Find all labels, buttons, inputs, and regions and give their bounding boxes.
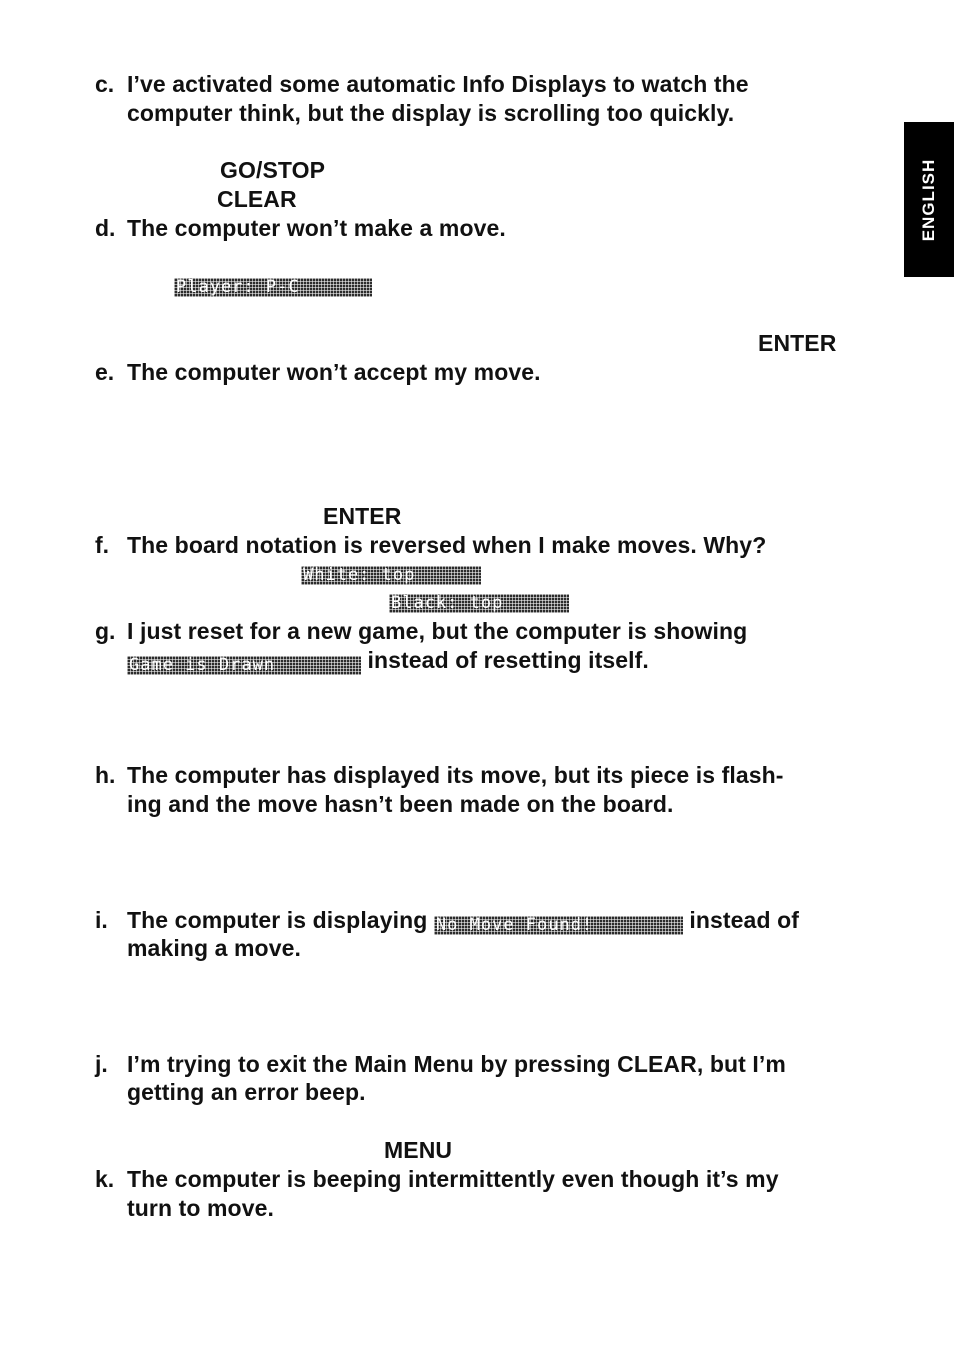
key-menu: MENU <box>384 1137 453 1163</box>
item-letter-d: d. <box>95 215 116 241</box>
item-letter-h: h. <box>95 762 116 788</box>
item-letter-k: k. <box>95 1166 115 1192</box>
item-i-line-1-suffix: instead of <box>682 907 799 933</box>
language-tab-label: ENGLISH <box>919 158 938 241</box>
item-i-line-2: making a move. <box>127 935 301 961</box>
lcd-no-move-found: No Move Found! <box>434 916 683 935</box>
item-i-line-1 <box>127 906 799 935</box>
item-j-line-1: I’m trying to exit the Main Menu by pressing CLEAR, but I’m <box>127 1051 786 1077</box>
lcd-black-top: Black: top <box>389 594 569 613</box>
item-j-line-2: getting an error beep. <box>127 1079 366 1105</box>
key-go-stop: GO/STOP <box>220 157 326 183</box>
item-d-line-1: The computer won’t make a move. <box>127 215 506 241</box>
item-k-line-2: turn to move. <box>127 1195 274 1221</box>
language-tab <box>904 122 954 277</box>
key-clear: CLEAR <box>217 186 297 212</box>
item-letter-g: g. <box>95 618 116 644</box>
lcd-white-top: White: top <box>301 566 481 585</box>
item-g-line-2-text: instead of resetting itself. <box>361 647 649 673</box>
key-enter: ENTER <box>758 330 837 356</box>
item-h-line-1: The computer has displayed its move, but its piece is flash- <box>127 762 784 788</box>
item-c-line-1: I’ve activated some automatic Info Displays to watch the <box>127 71 749 97</box>
item-letter-f: f. <box>95 532 110 558</box>
item-g-line-1: I just reset for a new game, but the computer is showing <box>127 618 748 644</box>
lcd-player-display: Player: P-C <box>174 278 372 297</box>
item-letter-c: c. <box>95 71 115 97</box>
lcd-game-drawn: Game is Drawn <box>127 656 361 675</box>
item-letter-j: j. <box>95 1051 108 1077</box>
item-c-line-2: computer think, but the display is scrolling too quickly. <box>127 100 735 126</box>
item-h-line-2: ing and the move hasn’t been made on the board. <box>127 791 674 817</box>
item-i-line-1-prefix: The computer is displaying <box>127 907 434 933</box>
item-letter-i: i. <box>95 907 108 933</box>
item-e-line-1: The computer won’t accept my move. <box>127 359 541 385</box>
item-f-line-1: The board notation is reversed when I make moves. Why? <box>127 532 767 558</box>
item-g-line-2 <box>127 646 649 675</box>
item-k-line-1: The computer is beeping intermittently even though it’s my <box>127 1166 779 1192</box>
item-letter-e: e. <box>95 359 115 385</box>
key-enter-2: ENTER <box>323 503 402 529</box>
